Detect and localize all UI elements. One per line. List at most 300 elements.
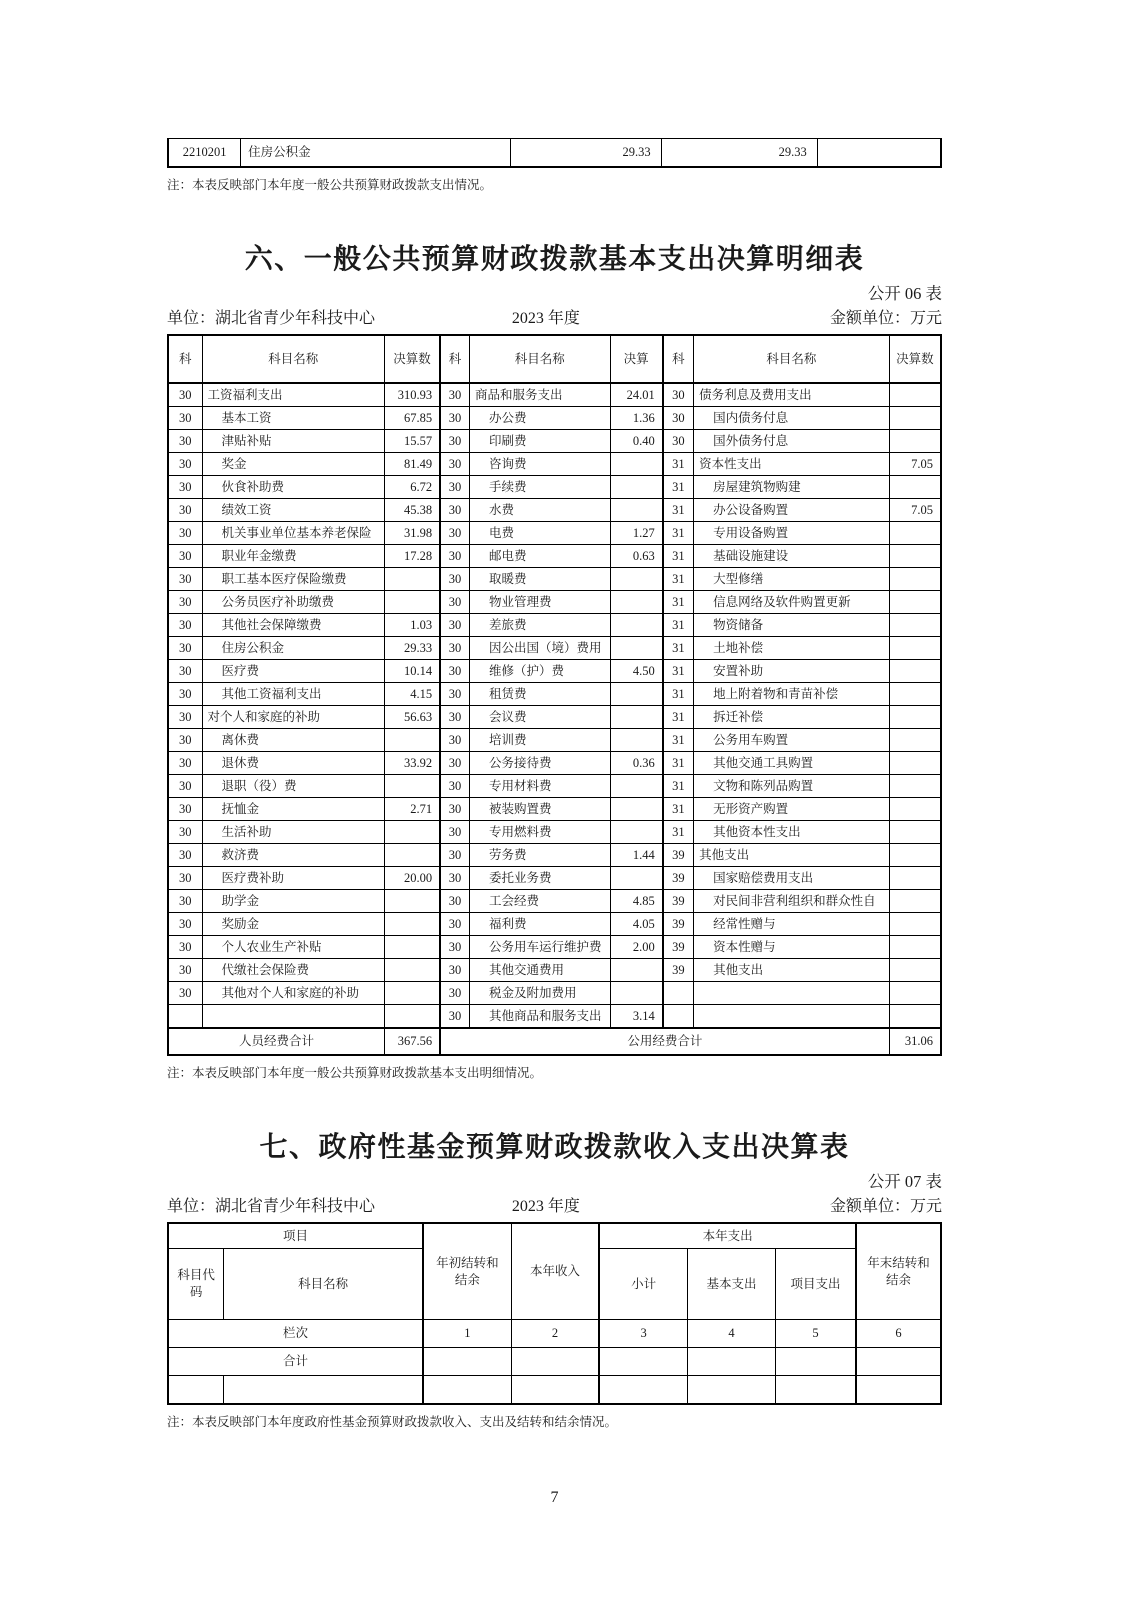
amount-cell xyxy=(776,1376,856,1405)
amount-cell xyxy=(511,1376,599,1405)
amount-cell xyxy=(610,867,663,890)
table-row xyxy=(168,706,941,729)
subject-code-cell: 31 xyxy=(663,637,694,660)
amount-cell xyxy=(610,591,663,614)
subject-code-cell: 30 xyxy=(440,752,469,775)
amount-cell xyxy=(610,637,663,660)
subject-name-cell: 津贴补贴 xyxy=(202,430,384,453)
table-row xyxy=(168,844,941,867)
amount-cell xyxy=(889,430,941,453)
subject-name-cell: 公务接待费 xyxy=(469,752,610,775)
amount-cell: 7.05 xyxy=(889,499,941,522)
amount-cell xyxy=(610,798,663,821)
amount-cell xyxy=(610,729,663,752)
subject-name-cell: 差旅费 xyxy=(469,614,610,637)
subject-name-cell: 拆迁补偿 xyxy=(694,706,890,729)
amount-cell: 1.36 xyxy=(610,407,663,430)
table07-gov-fund-budget xyxy=(167,1222,942,1405)
subject-name-cell xyxy=(224,1376,423,1405)
subject-name-cell: 资本性支出 xyxy=(694,453,890,476)
subject-name-cell: 电费 xyxy=(469,522,610,545)
subject-code-cell: 31 xyxy=(663,798,694,821)
subject-code-cell: 31 xyxy=(663,568,694,591)
amount-cell: 17.28 xyxy=(384,545,440,568)
subject-name-cell: 培训费 xyxy=(469,729,610,752)
table-row xyxy=(168,1005,941,1029)
amount-cell: 1.03 xyxy=(384,614,440,637)
column-header: 科 xyxy=(168,335,202,383)
subject-name-cell: 因公出国（境）费用 xyxy=(469,637,610,660)
subject-name-cell: 对个人和家庭的补助 xyxy=(202,706,384,729)
subject-name-cell: 基本工资 xyxy=(202,407,384,430)
amount-cell xyxy=(889,1005,941,1029)
subject-code-cell: 30 xyxy=(440,775,469,798)
subject-name-cell: 医疗费 xyxy=(202,660,384,683)
subject-name-cell: 土地补偿 xyxy=(694,637,890,660)
amount-cell xyxy=(889,476,941,499)
subject-code-cell: 31 xyxy=(663,591,694,614)
amount-cell: 4.05 xyxy=(610,913,663,936)
subject-name-cell: 国外债务付息 xyxy=(694,430,890,453)
section06-title: 六、一般公共预算财政拨款基本支出决算明细表 xyxy=(244,243,865,274)
item-group-header: 项目 xyxy=(168,1223,423,1249)
amount-cell: 0.40 xyxy=(610,430,663,453)
subject-code-cell: 30 xyxy=(168,729,202,752)
amount-cell xyxy=(889,890,941,913)
subject-name-cell: 个人农业生产补贴 xyxy=(202,936,384,959)
lanci-value: 1 xyxy=(423,1320,511,1348)
subject-code-cell: 30 xyxy=(168,890,202,913)
subject-name-cell: 绩效工资 xyxy=(202,499,384,522)
subject-code-cell: 30 xyxy=(440,591,469,614)
amount-cell xyxy=(610,775,663,798)
amount-cell xyxy=(599,1348,687,1376)
table-row xyxy=(168,913,941,936)
subject-code-cell: 30 xyxy=(168,683,202,706)
amount-cell xyxy=(889,545,941,568)
section07-title: 七、政府性基金预算财政拨款收入支出决算表 xyxy=(259,1131,850,1162)
subject-code-cell: 30 xyxy=(168,844,202,867)
lanci-value: 3 xyxy=(599,1320,687,1348)
code-column-header: 科目代码 xyxy=(168,1249,224,1320)
subject-code-cell: 30 xyxy=(440,476,469,499)
subject-code-cell: 30 xyxy=(168,913,202,936)
table-row xyxy=(168,775,941,798)
subject-code-cell: 30 xyxy=(440,499,469,522)
subject-code-cell: 31 xyxy=(663,476,694,499)
subject-name-cell: 印刷费 xyxy=(469,430,610,453)
amount-cell xyxy=(889,798,941,821)
subject-name-cell: 物业管理费 xyxy=(469,591,610,614)
subject-code-cell: 30 xyxy=(440,798,469,821)
amount-cell xyxy=(384,729,440,752)
subject-code-cell: 30 xyxy=(440,614,469,637)
amount-cell: 10.14 xyxy=(384,660,440,683)
subject-name-cell: 奖励金 xyxy=(202,913,384,936)
subject-name-cell: 被装购置费 xyxy=(469,798,610,821)
subject-code-cell: 39 xyxy=(663,959,694,982)
amount-cell xyxy=(889,706,941,729)
subject-code-cell: 30 xyxy=(440,821,469,844)
subject-code-cell: 30 xyxy=(440,660,469,683)
subject-code-cell: 30 xyxy=(168,821,202,844)
amount-cell: 29.33 xyxy=(661,139,817,168)
subject-code-cell: 30 xyxy=(663,430,694,453)
subject-name-cell: 基础设施建设 xyxy=(694,545,890,568)
table-row xyxy=(168,890,941,913)
table-row xyxy=(168,982,941,1005)
subject-code-cell: 30 xyxy=(440,430,469,453)
amount-cell xyxy=(610,614,663,637)
personnel-total-value: 367.56 xyxy=(384,1028,440,1055)
subject-code-cell: 31 xyxy=(663,453,694,476)
page-content xyxy=(167,138,942,1507)
expenditure-group-header: 本年支出 xyxy=(599,1223,856,1249)
section07-table-label: 公开 07 表 xyxy=(867,1172,942,1191)
amount-cell: 7.05 xyxy=(889,453,941,476)
amount-cell xyxy=(889,936,941,959)
subject-code-cell: 31 xyxy=(663,683,694,706)
subject-code-cell: 31 xyxy=(663,752,694,775)
amount-cell xyxy=(610,821,663,844)
amount-cell: 6.72 xyxy=(384,476,440,499)
subject-code-cell: 30 xyxy=(440,913,469,936)
column-header: 科目名称 xyxy=(469,335,610,383)
amount-cell xyxy=(687,1376,775,1405)
subject-name-cell: 机关事业单位基本养老保险 xyxy=(202,522,384,545)
column-header: 科目名称 xyxy=(694,335,890,383)
lanci-value: 5 xyxy=(776,1320,856,1348)
subject-name-cell: 税金及附加费用 xyxy=(469,982,610,1005)
table06-body xyxy=(168,383,941,1028)
amount-cell: 29.33 xyxy=(384,637,440,660)
table-row xyxy=(168,936,941,959)
subject-code-cell: 30 xyxy=(440,706,469,729)
amount-cell xyxy=(610,499,663,522)
table05-tail xyxy=(167,138,942,168)
subject-code-cell: 31 xyxy=(663,660,694,683)
subject-name-cell: 职工基本医疗保险缴费 xyxy=(202,568,384,591)
subject-code-cell: 30 xyxy=(168,453,202,476)
column-header: 决算 xyxy=(610,335,663,383)
subject-name-cell: 租赁费 xyxy=(469,683,610,706)
amount-cell xyxy=(384,568,440,591)
subject-name-cell: 救济费 xyxy=(202,844,384,867)
subject-code-cell xyxy=(168,1376,224,1405)
total-label: 合计 xyxy=(168,1348,423,1376)
section06-table-label: 公开 06 表 xyxy=(867,284,942,303)
subject-code-cell: 30 xyxy=(663,407,694,430)
amount-cell: 3.14 xyxy=(610,1005,663,1029)
subject-name-cell: 对民间非营利组织和群众性自 xyxy=(694,890,890,913)
name-column-header: 科目名称 xyxy=(224,1249,423,1320)
amount-cell xyxy=(610,982,663,1005)
table-row xyxy=(168,614,941,637)
lanci-label: 栏次 xyxy=(168,1320,423,1348)
currency-unit: 金额单位：万元 xyxy=(829,310,942,327)
subject-name-cell: 信息网络及软件购置更新 xyxy=(694,591,890,614)
amount-cell: 1.27 xyxy=(610,522,663,545)
project-column-header: 项目支出 xyxy=(776,1249,856,1320)
amount-cell xyxy=(384,982,440,1005)
table-row xyxy=(168,476,941,499)
fiscal-year: 2023 年度 xyxy=(511,310,580,327)
amount-cell xyxy=(423,1348,511,1376)
subject-code-cell: 30 xyxy=(440,683,469,706)
subject-name-cell: 专用燃料费 xyxy=(469,821,610,844)
subject-code-cell: 30 xyxy=(440,890,469,913)
column-header: 决算数 xyxy=(384,335,440,383)
amount-cell xyxy=(889,614,941,637)
table-row xyxy=(168,821,941,844)
table07-header-row-1 xyxy=(168,1223,941,1249)
subject-name-cell: 办公费 xyxy=(469,407,610,430)
amount-cell xyxy=(610,706,663,729)
subject-code-cell: 30 xyxy=(168,522,202,545)
subject-name-cell: 债务利息及费用支出 xyxy=(694,383,890,407)
table07-note: 注：本表反映部门本年度政府性基金预算财政拨款收入、支出及结转和结余情况。 xyxy=(167,1415,618,1429)
subject-code-cell: 39 xyxy=(663,867,694,890)
amount-cell xyxy=(889,775,941,798)
subject-name-cell: 医疗费补助 xyxy=(202,867,384,890)
amount-cell xyxy=(856,1348,941,1376)
subject-code-cell: 30 xyxy=(440,867,469,890)
subject-code-cell: 30 xyxy=(440,936,469,959)
subject-code-cell: 30 xyxy=(168,637,202,660)
subject-name-cell: 其他商品和服务支出 xyxy=(469,1005,610,1029)
subject-name-cell: 手续费 xyxy=(469,476,610,499)
subject-code-cell: 30 xyxy=(168,867,202,890)
amount-cell: 29.33 xyxy=(510,139,661,168)
amount-cell xyxy=(384,591,440,614)
subject-name-cell xyxy=(694,982,890,1005)
amount-cell: 81.49 xyxy=(384,453,440,476)
amount-cell xyxy=(889,568,941,591)
subject-code-cell: 30 xyxy=(440,637,469,660)
subject-name-cell: 抚恤金 xyxy=(202,798,384,821)
amount-cell xyxy=(889,383,941,407)
subject-code-cell: 2210201 xyxy=(168,139,241,168)
table-row xyxy=(168,752,941,775)
subject-code-cell: 30 xyxy=(168,798,202,821)
subject-name-cell: 大型修缮 xyxy=(694,568,890,591)
section07-unit-line xyxy=(167,1196,942,1218)
subject-code-cell: 30 xyxy=(440,1005,469,1029)
amount-cell xyxy=(776,1348,856,1376)
subject-name-cell: 其他支出 xyxy=(694,844,890,867)
subject-name-cell: 公务用车运行维护费 xyxy=(469,936,610,959)
table07-empty-row xyxy=(168,1376,941,1405)
subject-name-cell xyxy=(694,1005,890,1029)
subject-name-cell: 离休费 xyxy=(202,729,384,752)
amount-cell xyxy=(889,913,941,936)
subject-name-cell: 工会经费 xyxy=(469,890,610,913)
amount-cell xyxy=(889,522,941,545)
amount-cell xyxy=(687,1348,775,1376)
amount-cell: 310.93 xyxy=(384,383,440,407)
subject-name-cell: 助学金 xyxy=(202,890,384,913)
page-number: 7 xyxy=(550,1489,559,1506)
amount-cell: 4.85 xyxy=(610,890,663,913)
subject-code-cell: 30 xyxy=(168,706,202,729)
table-row xyxy=(168,499,941,522)
amount-cell: 31.98 xyxy=(384,522,440,545)
subject-name-cell: 其他交通工具购置 xyxy=(694,752,890,775)
table-row xyxy=(168,683,941,706)
table-row xyxy=(168,660,941,683)
subject-name-cell: 商品和服务支出 xyxy=(469,383,610,407)
table06-note: 注：本表反映部门本年度一般公共预算财政拨款基本支出明细情况。 xyxy=(167,1066,543,1080)
subject-name-cell: 安置补助 xyxy=(694,660,890,683)
subject-name-cell: 地上附着物和青苗补偿 xyxy=(694,683,890,706)
amount-cell: 2.71 xyxy=(384,798,440,821)
subject-name-cell: 房屋建筑物购建 xyxy=(694,476,890,499)
subject-name-cell: 国家赔偿费用支出 xyxy=(694,867,890,890)
amount-cell xyxy=(889,982,941,1005)
amount-cell xyxy=(889,683,941,706)
table-row xyxy=(168,522,941,545)
subject-name-cell: 办公设备购置 xyxy=(694,499,890,522)
amount-cell xyxy=(889,844,941,867)
subject-name-cell: 取暖费 xyxy=(469,568,610,591)
public-total-label: 公用经费合计 xyxy=(440,1028,889,1055)
amount-cell: 15.57 xyxy=(384,430,440,453)
amount-cell xyxy=(384,959,440,982)
table-row xyxy=(168,430,941,453)
amount-cell xyxy=(889,959,941,982)
subject-code-cell: 30 xyxy=(440,568,469,591)
subject-name-cell: 其他工资福利支出 xyxy=(202,683,384,706)
subject-code-cell: 30 xyxy=(663,383,694,407)
subject-code-cell: 31 xyxy=(663,499,694,522)
lanci-value: 4 xyxy=(687,1320,775,1348)
unit-name: 单位：湖北省青少年科技中心 xyxy=(167,1198,376,1215)
subject-code-cell: 30 xyxy=(440,729,469,752)
subject-name-cell: 专用材料费 xyxy=(469,775,610,798)
subject-name-cell: 工资福利支出 xyxy=(202,383,384,407)
amount-cell xyxy=(610,568,663,591)
table-row xyxy=(168,139,941,168)
subject-code-cell: 30 xyxy=(440,844,469,867)
table-row xyxy=(168,798,941,821)
subject-code-cell: 30 xyxy=(168,499,202,522)
amount-cell xyxy=(384,1005,440,1029)
amount-cell xyxy=(889,591,941,614)
amount-cell: 4.50 xyxy=(610,660,663,683)
amount-cell xyxy=(889,821,941,844)
lanci-value: 2 xyxy=(511,1320,599,1348)
amount-cell xyxy=(384,821,440,844)
subject-name-cell: 奖金 xyxy=(202,453,384,476)
table-row xyxy=(168,959,941,982)
subject-code-cell: 30 xyxy=(440,522,469,545)
table-row xyxy=(168,867,941,890)
opening-balance-header: 年初结转和结余 xyxy=(423,1223,511,1320)
subject-code-cell: 30 xyxy=(168,568,202,591)
table-row xyxy=(168,568,941,591)
amount-cell: 24.01 xyxy=(610,383,663,407)
table-row xyxy=(168,729,941,752)
subject-code-cell: 31 xyxy=(663,614,694,637)
amount-cell xyxy=(610,453,663,476)
amount-cell xyxy=(610,683,663,706)
amount-cell xyxy=(384,913,440,936)
subject-code-cell: 30 xyxy=(168,775,202,798)
income-header: 本年收入 xyxy=(511,1223,599,1320)
amount-cell xyxy=(610,959,663,982)
table07-lanci-row xyxy=(168,1320,941,1348)
table-row xyxy=(168,383,941,407)
subject-name-cell: 无形资产购置 xyxy=(694,798,890,821)
subject-code-cell: 30 xyxy=(168,407,202,430)
subject-code-cell: 30 xyxy=(168,614,202,637)
subject-code-cell: 31 xyxy=(663,821,694,844)
subject-name-cell: 伙食补助费 xyxy=(202,476,384,499)
subject-code-cell: 30 xyxy=(440,959,469,982)
subject-name-cell: 其他交通费用 xyxy=(469,959,610,982)
amount-cell: 45.38 xyxy=(384,499,440,522)
amount-cell xyxy=(889,752,941,775)
amount-cell: 33.92 xyxy=(384,752,440,775)
amount-cell: 67.85 xyxy=(384,407,440,430)
table-row xyxy=(168,637,941,660)
subject-code-cell xyxy=(663,1005,694,1029)
amount-cell xyxy=(610,476,663,499)
subject-name-cell: 生活补助 xyxy=(202,821,384,844)
subject-name-cell: 其他资本性支出 xyxy=(694,821,890,844)
subject-name-cell: 劳务费 xyxy=(469,844,610,867)
table-row xyxy=(168,591,941,614)
subject-code-cell: 30 xyxy=(168,545,202,568)
table-row xyxy=(168,545,941,568)
amount-cell xyxy=(384,775,440,798)
table06-footer-row xyxy=(168,1028,941,1055)
closing-balance-header: 年末结转和结余 xyxy=(856,1223,941,1320)
amount-cell: 0.36 xyxy=(610,752,663,775)
subject-name-cell: 职业年金缴费 xyxy=(202,545,384,568)
subject-code-cell: 31 xyxy=(663,545,694,568)
subject-code-cell: 30 xyxy=(168,430,202,453)
amount-cell: 1.44 xyxy=(610,844,663,867)
subject-name-cell: 公务用车购置 xyxy=(694,729,890,752)
public-total-value: 31.06 xyxy=(889,1028,941,1055)
subject-code-cell xyxy=(663,982,694,1005)
column-header: 科 xyxy=(663,335,694,383)
subject-code-cell: 39 xyxy=(663,913,694,936)
table-row xyxy=(168,407,941,430)
amount-cell xyxy=(817,139,941,168)
subject-name-cell: 物资储备 xyxy=(694,614,890,637)
subject-code-cell xyxy=(168,1005,202,1029)
subject-code-cell: 30 xyxy=(168,660,202,683)
subject-name-cell: 经常性赠与 xyxy=(694,913,890,936)
subject-code-cell: 39 xyxy=(663,890,694,913)
subject-name-cell: 代缴社会保险费 xyxy=(202,959,384,982)
subject-code-cell: 31 xyxy=(663,775,694,798)
subject-code-cell: 30 xyxy=(168,476,202,499)
currency-unit: 金额单位：万元 xyxy=(829,1198,942,1215)
subject-name-cell: 水费 xyxy=(469,499,610,522)
table05-note: 注：本表反映部门本年度一般公共预算财政拨款支出情况。 xyxy=(167,178,493,192)
subject-name-cell: 专用设备购置 xyxy=(694,522,890,545)
subject-code-cell: 30 xyxy=(168,752,202,775)
subject-code-cell: 30 xyxy=(440,545,469,568)
subject-name-cell: 公务员医疗补助缴费 xyxy=(202,591,384,614)
subject-code-cell: 30 xyxy=(168,959,202,982)
subject-code-cell: 30 xyxy=(440,383,469,407)
amount-cell xyxy=(384,844,440,867)
subject-name-cell: 福利费 xyxy=(469,913,610,936)
